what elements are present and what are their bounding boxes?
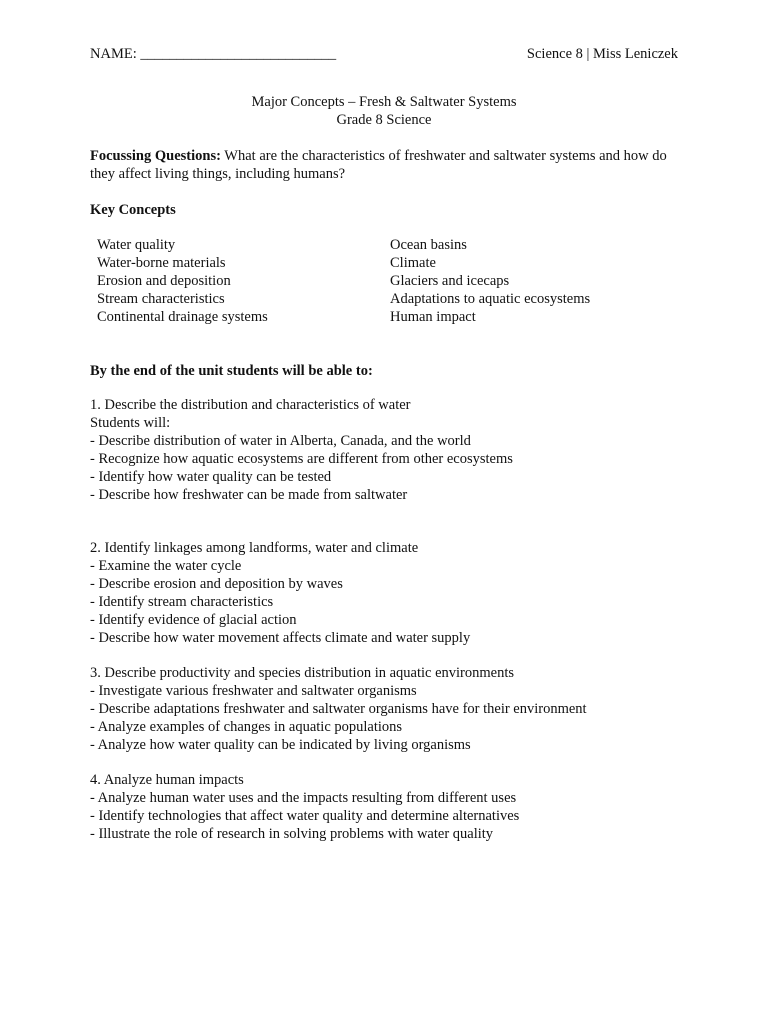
- concept-item: Water quality: [97, 237, 176, 253]
- concept-item: Water-borne materials: [97, 255, 226, 271]
- document-title: [90, 93, 678, 129]
- outcome-line: - Analyze human water uses and the impacts resulting from different uses: [90, 790, 517, 806]
- outcome-section-1: [90, 396, 690, 504]
- outcome-line: - Illustrate the role of research in solving problems with water quality: [90, 826, 494, 842]
- name-line: NAME: ___________________________: [90, 46, 337, 62]
- concept-item: Glaciers and icecaps: [390, 273, 510, 289]
- outcome-line: Students will:: [90, 415, 171, 431]
- outcome-section-4: [90, 771, 690, 843]
- outcome-line: - Describe adaptations freshwater and saltwater organisms have for their environment: [90, 701, 587, 717]
- key-concepts-left-column: [97, 236, 268, 326]
- outcome-line: - Identify technologies that affect water quality and determine alternatives: [90, 808, 520, 824]
- header: [90, 45, 678, 65]
- title-line-2: Grade 8 Science: [336, 112, 432, 128]
- outcome-line: - Describe distribution of water in Alberta, Canada, and the world: [90, 433, 471, 449]
- outcome-line: 2. Identify linkages among landforms, water and climate: [90, 540, 419, 556]
- focus-label: Focussing Questions:: [90, 148, 221, 164]
- concept-item: Stream characteristics: [97, 291, 225, 307]
- key-concepts-heading: Key Concepts: [90, 202, 176, 218]
- outcome-line: 3. Describe productivity and species distribution in aquatic environments: [90, 665, 515, 681]
- concept-item: Human impact: [390, 309, 476, 325]
- title-line-1: Major Concepts – Fresh & Saltwater Systems: [251, 94, 517, 110]
- outcome-section-3: [90, 664, 690, 754]
- outcome-line: - Investigate various freshwater and saltwater organisms: [90, 683, 417, 699]
- outcome-line: - Identify how water quality can be tested: [90, 469, 332, 485]
- outcomes-heading: By the end of the unit students will be able to:: [90, 363, 373, 379]
- focus-text: What are the characteristics of freshwater and saltwater systems and how do they affect living things, including humans?: [90, 148, 667, 182]
- concept-item: Erosion and deposition: [97, 273, 231, 289]
- outcome-line: - Identify evidence of glacial action: [90, 612, 297, 628]
- concept-item: Ocean basins: [390, 237, 467, 253]
- outcome-line: - Describe how freshwater can be made from saltwater: [90, 487, 408, 503]
- outcome-line: 1. Describe the distribution and characteristics of water: [90, 397, 411, 413]
- outcome-section-2: [90, 539, 690, 647]
- outcome-line: - Recognize how aquatic ecosystems are different from other ecosystems: [90, 451, 513, 467]
- outcome-line: - Examine the water cycle: [90, 558, 242, 574]
- concept-item: Continental drainage systems: [97, 309, 268, 325]
- outcome-line: - Describe how water movement affects climate and water supply: [90, 630, 471, 646]
- outcome-line: - Analyze examples of changes in aquatic populations: [90, 719, 403, 735]
- outcome-line: 4. Analyze human impacts: [90, 772, 244, 788]
- key-concepts-right-column: [390, 236, 590, 326]
- outcome-line: - Analyze how water quality can be indicated by living organisms: [90, 737, 471, 753]
- outcome-line: - Identify stream characteristics: [90, 594, 274, 610]
- outcome-line: - Describe erosion and deposition by waves: [90, 576, 343, 592]
- focussing-questions: [90, 147, 680, 183]
- concept-item: Climate: [390, 255, 436, 271]
- concept-item: Adaptations to aquatic ecosystems: [390, 291, 591, 307]
- course-label: Science 8 | Miss Leniczek: [526, 46, 678, 62]
